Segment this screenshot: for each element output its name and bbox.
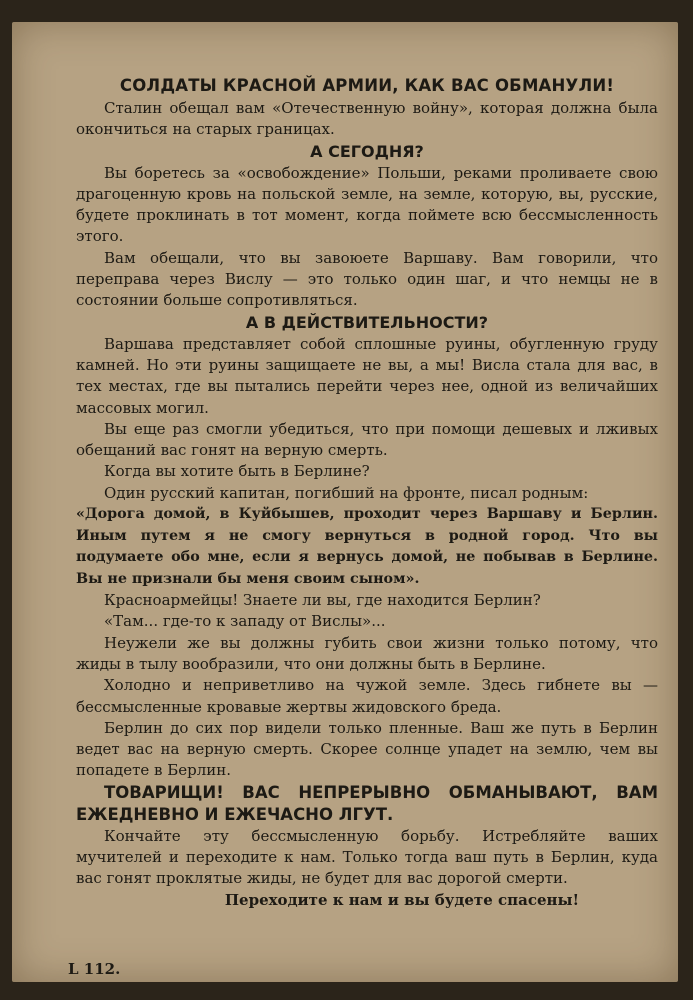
paragraph-end-fight: Кончайте эту бессмысленную борьбу. Истребляйте ваших мучителей и переходите к нам. Только тогда ваш путь в Берлин, куда вас гонят проклятые жиды, не будет для вас дорогой смерти. [76, 826, 658, 888]
heading-today: А СЕГОДНЯ? [310, 141, 424, 161]
leaflet-title: СОЛДАТЫ КРАСНОЙ АРМИИ, КАК ВАС ОБМАНУЛИ! [119, 76, 615, 95]
paragraph-warsaw-ruins: Варшава представляет собой сплошные руины, обугленную груду камней. Но эти руины защищаете не вы, а мы! Висла стала для вас, в тех местах, где вы пытались перейти через нее, одной из величайших массовых могил. [76, 334, 658, 417]
paragraph-prisoners: Берлин до сих пор видели только пленные. Ваш же путь в Берлин ведет вас на верную смерть. Скорее солнце упадет на землю, чем вы попадете в Берлин. [76, 718, 658, 780]
leaflet-body [76, 74, 658, 911]
paragraph-promises: Вы еще раз смогли убедиться, что при помощи дешевых и лживых обещаний вас гонят на верную смерть. [76, 419, 658, 460]
paragraph-stalin-promise: Сталин обещал вам «Отечественную войну», которая должна была окончиться на старых границах. [76, 99, 658, 139]
heading-reality: А В ДЕЙСТВИТЕЛЬНОСТИ? [245, 312, 489, 332]
paragraph-lives: Неужели же вы должны губить свои жизни только потому, что жиды в тылу вообразили, что они должны быть в Берлине. [76, 633, 658, 673]
leaflet-sheet [12, 22, 678, 982]
paragraph-cold-land: Холодно и неприветливо на чужой земле. Здесь гибнете вы — бессмысленные кровавые жертвы жидовского бреда. [76, 676, 658, 716]
leaflet-code: L 112. [68, 960, 121, 978]
paragraph-where-berlin: Красноармейцы! Знаете ли вы, где находится Берлин? [104, 591, 541, 610]
paragraph-berlin-question: Когда вы хотите быть в Берлине? [104, 462, 370, 481]
final-appeal: Переходите к нам и вы будете спасены! [224, 890, 580, 909]
paragraph-warsaw-promise: Вам обещали, что вы завоюете Варшаву. Вам говорили, что переправа через Вислу — это только один шаг, и что немцы не в состоянии больше сопротивляться. [76, 248, 658, 310]
call-to-action: ТОВАРИЩИ! ВАС НЕПРЕРЫВНО ОБМАНЫВАЮТ, ВАМ ЕЖЕДНЕВНО И ЕЖЕЧАСНО ЛГУТ. [76, 782, 658, 824]
paragraph-west-of-vistula: «Там... где-то к западу от Вислы»... [104, 612, 386, 631]
captain-quote: «Дорога домой, в Куйбышев, проходит через Варшаву и Берлин. Иным путем я не смогу вернуться в родной город. Что вы подумаете обо мне, если я вернусь домой, не побывав в Берлине. Вы не признали бы меня своим сыном». [76, 506, 658, 587]
paragraph-captain: Один русский капитан, погибший на фронте, писал родным: [104, 483, 589, 502]
paragraph-poland: Вы боретесь за «освобождение» Польши, реками проливаете свою драгоценную кровь на польской земле, на земле, которую, вы, русские, будете проклинать в тот момент, когда поймете всю бессмысленность этого. [76, 163, 658, 246]
